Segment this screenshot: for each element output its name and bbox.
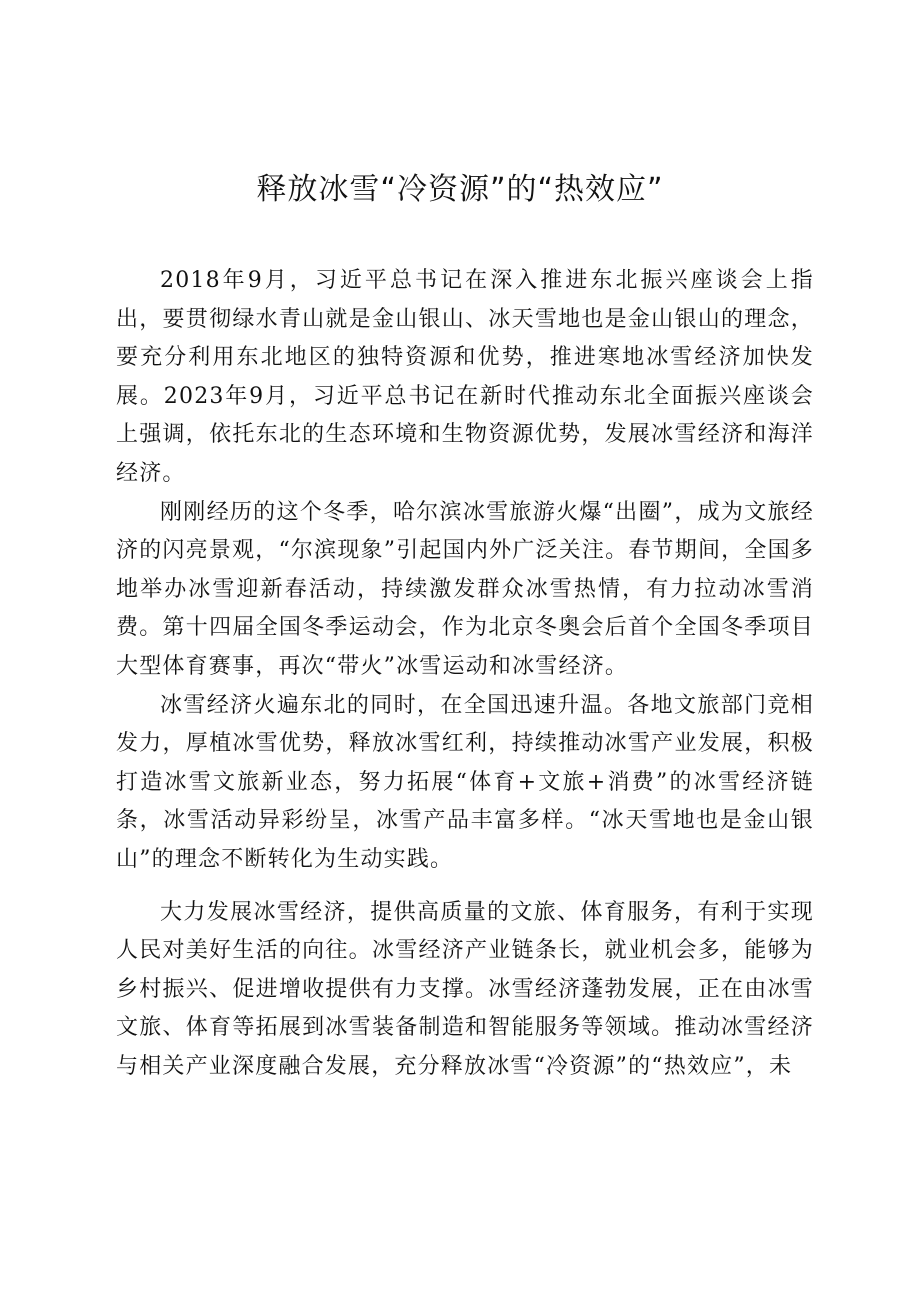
paragraph-2: 刚刚经历的这个冬季，哈尔滨冰雪旅游火爆“出圈”，成为文旅经济的闪亮景观，“尔滨现象”引起国内外广泛关注。春节期间，全国多地举办冰雪迎新春活动，持续激发群众冰雪热情，有力拉动冰雪消费。第十四届全国冬季运动会，作为北京冬奥会后首个全国冬季项目大型体育赛事，再次“带火”冰雪运动和冰雪经济。 xyxy=(116,499,814,679)
paragraph-3: 冰雪经济火遍东北的同时，在全国迅速升温。各地文旅部门竞相发力，厚植冰雪优势，释放冰雪红利，持续推动冰雪产业发展，积极打造冰雪文旅新业态，努力拓展“体育+文旅+消费”的冰雪经济链条，冰雪活动异彩纷呈，冰雪产品丰富多样。“冰天雪地也是金山银山”的理念不断转化为生动实践。 xyxy=(116,692,814,872)
document-body xyxy=(116,262,814,1086)
paragraph-4: 大力发展冰雪经济，提供高质量的文旅、体育服务，有利于实现人民对美好生活的向往。冰雪经济产业链条长，就业机会多，能够为乡村振兴、促进增收提供有力支撑。冰雪经济蓬勃发展，正在由冰雪文旅、体育等拓展到冰雪装备制造和智能服务等领域。推动冰雪经济与相关产业深度融合发展，充分释放冰雪“冷资源”的“热效应”，未 xyxy=(116,899,814,1079)
document-title: 释放冰雪“冷资源”的“热效应” xyxy=(256,172,664,207)
paragraph-1: 2018年9月，习近平总书记在深入推进东北振兴座谈会上指出，要贯彻绿水青山就是金山银山、冰天雪地也是金山银山的理念，要充分利用东北地区的独特资源和优势，推进寒地冰雪经济加快发展。2023年9月，习近平总书记在新时代推动东北全面振兴座谈会上强调，依托东北的生态环境和生物资源优势，发展冰雪经济和海洋经济。 xyxy=(116,268,814,486)
